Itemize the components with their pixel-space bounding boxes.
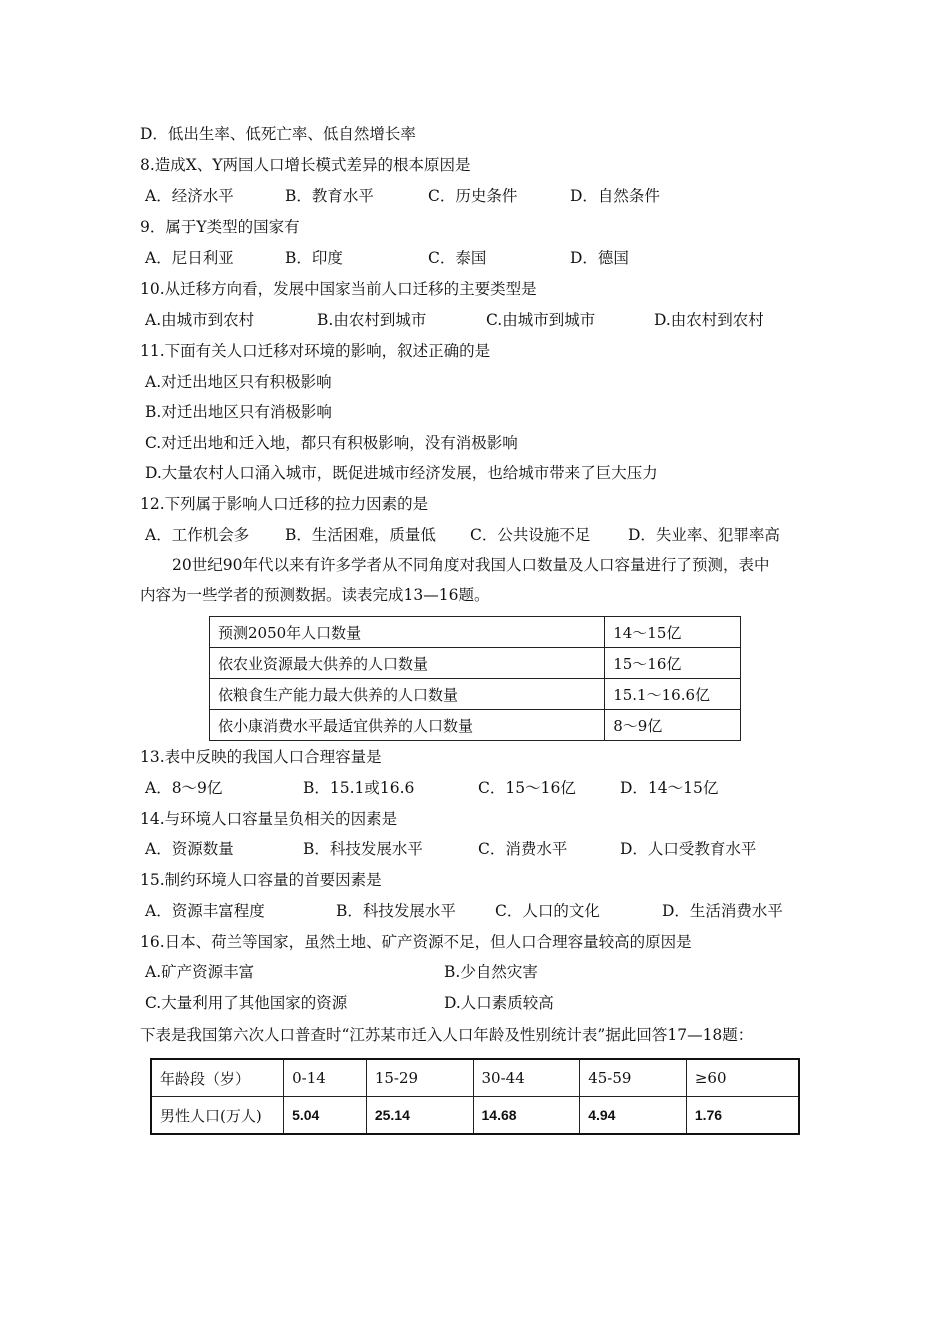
q14-option-a: A．资源数量 <box>145 840 234 858</box>
q11-option-c: C.对迁出地和迁入地，都只有积极影响，没有消极影响 <box>145 434 518 452</box>
table-header-cell: 年龄段（岁） <box>151 1059 284 1097</box>
table-cell-value: 14～15亿 <box>605 617 741 648</box>
table-cell-value: 25.14 <box>366 1097 473 1135</box>
table-cell-value: 4.94 <box>580 1097 687 1135</box>
passage2: 下表是我国第六次人口普查时“江苏某市迁入人口年龄及性别统计表”据此回答17—18题： <box>140 1026 754 1044</box>
q15-option-b: B．科技发展水平 <box>336 902 456 920</box>
q12-stem: 12.下列属于影响人口迁移的拉力因素的是 <box>140 495 429 513</box>
q9-option-d: D．德国 <box>570 249 629 267</box>
q10-stem: 10.从迁移方向看，发展中国家当前人口迁移的主要类型是 <box>140 280 537 298</box>
q13-option-b: B．15.1或16.6 <box>303 779 415 797</box>
table-cell-label: 依粮食生产能力最大供养的人口数量 <box>210 679 605 710</box>
q11-stem: 11.下面有关人口迁移对环境的影响，叙述正确的是 <box>140 342 491 360</box>
q10-option-a: A.由城市到农村 <box>145 311 255 329</box>
q9-option-c: C．泰国 <box>428 249 487 267</box>
table-row <box>210 679 741 710</box>
table-cell-value: 1.76 <box>686 1097 799 1135</box>
table-row <box>151 1097 799 1135</box>
q16-option-a: A.矿产资源丰富 <box>145 963 255 981</box>
q10-option-c: C.由城市到城市 <box>486 311 596 329</box>
table-header-cell: ≥60 <box>686 1059 799 1097</box>
table-header-row <box>151 1059 799 1097</box>
q14-option-d: D．人口受教育水平 <box>620 840 757 858</box>
q12-option-b: B．生活困难，质量低 <box>285 526 436 544</box>
q14-option-b: B．科技发展水平 <box>303 840 423 858</box>
q14-option-c: C．消费水平 <box>478 840 568 858</box>
q8-option-c: C．历史条件 <box>428 187 518 205</box>
q13-option-a: A．8～9亿 <box>145 779 223 797</box>
q10-option-d: D.由农村到农村 <box>654 311 764 329</box>
q12-option-c: C．公共设施不足 <box>470 526 591 544</box>
q16-option-d: D.人口素质较高 <box>444 994 554 1012</box>
q14-stem: 14.与环境人口容量呈负相关的因素是 <box>140 810 398 828</box>
table-header-cell: 0-14 <box>284 1059 367 1097</box>
table-cell-value: 14.68 <box>473 1097 580 1135</box>
table-cell-label: 依农业资源最大供养的人口数量 <box>210 648 605 679</box>
passage1-line2: 内容为一些学者的预测数据。读表完成13—16题。 <box>140 586 490 604</box>
table-cell-label: 男性人口(万人) <box>151 1097 284 1135</box>
q10-option-b: B.由农村到城市 <box>317 311 427 329</box>
q9-stem: 9．属于Y类型的国家有 <box>140 218 300 236</box>
q13-stem: 13.表中反映的我国人口合理容量是 <box>140 748 382 766</box>
q9-option-b: B．印度 <box>285 249 343 267</box>
migration-table <box>150 1058 800 1135</box>
q13-option-d: D．14～15亿 <box>620 779 719 797</box>
q7-option-d: D．低出生率、低死亡率、低自然增长率 <box>140 125 416 143</box>
capacity-table <box>209 616 741 741</box>
table-cell-label: 依小康消费水平最适宜供养的人口数量 <box>210 710 605 741</box>
q13-option-c: C．15～16亿 <box>478 779 576 797</box>
q8-option-a: A．经济水平 <box>145 187 234 205</box>
q8-stem: 8.造成X、Y两国人口增长模式差异的根本原因是 <box>140 156 471 174</box>
passage1-line1: 20世纪90年代以来有许多学者从不同角度对我国人口数量及人口容量进行了预测，表中 <box>172 556 770 574</box>
table-row <box>210 617 741 648</box>
q11-option-d: D.大量农村人口涌入城市，既促进城市经济发展，也给城市带来了巨大压力 <box>145 464 658 482</box>
q11-option-b: B.对迁出地区只有消极影响 <box>145 403 332 421</box>
table-cell-value: 15～16亿 <box>605 648 741 679</box>
table-header-cell: 15-29 <box>366 1059 473 1097</box>
q8-option-b: B．教育水平 <box>285 187 374 205</box>
q9-option-a: A．尼日利亚 <box>145 249 234 267</box>
table-header-cell: 45-59 <box>580 1059 687 1097</box>
q15-stem: 15.制约环境人口容量的首要因素是 <box>140 871 382 889</box>
q16-option-b: B.少自然灾害 <box>444 963 538 981</box>
q16-stem: 16.日本、荷兰等国家，虽然土地、矿产资源不足，但人口合理容量较高的原因是 <box>140 933 692 951</box>
q15-option-d: D．生活消费水平 <box>662 902 783 920</box>
table-cell-value: 8～9亿 <box>605 710 741 741</box>
table-cell-value: 5.04 <box>284 1097 367 1135</box>
table-header-cell: 30-44 <box>473 1059 580 1097</box>
q15-option-c: C．人口的文化 <box>495 902 600 920</box>
table-row <box>210 648 741 679</box>
q16-option-c: C.大量利用了其他国家的资源 <box>145 994 348 1012</box>
q15-option-a: A．资源丰富程度 <box>145 902 265 920</box>
q11-option-a: A.对迁出地区只有积极影响 <box>145 373 332 391</box>
table-cell-label: 预测2050年人口数量 <box>210 617 605 648</box>
table-row <box>210 710 741 741</box>
q8-option-d: D．自然条件 <box>570 187 660 205</box>
q12-option-a: A．工作机会多 <box>145 526 250 544</box>
q12-option-d: D．失业率、犯罪率高 <box>628 526 780 544</box>
table-cell-value: 15.1～16.6亿 <box>605 679 741 710</box>
